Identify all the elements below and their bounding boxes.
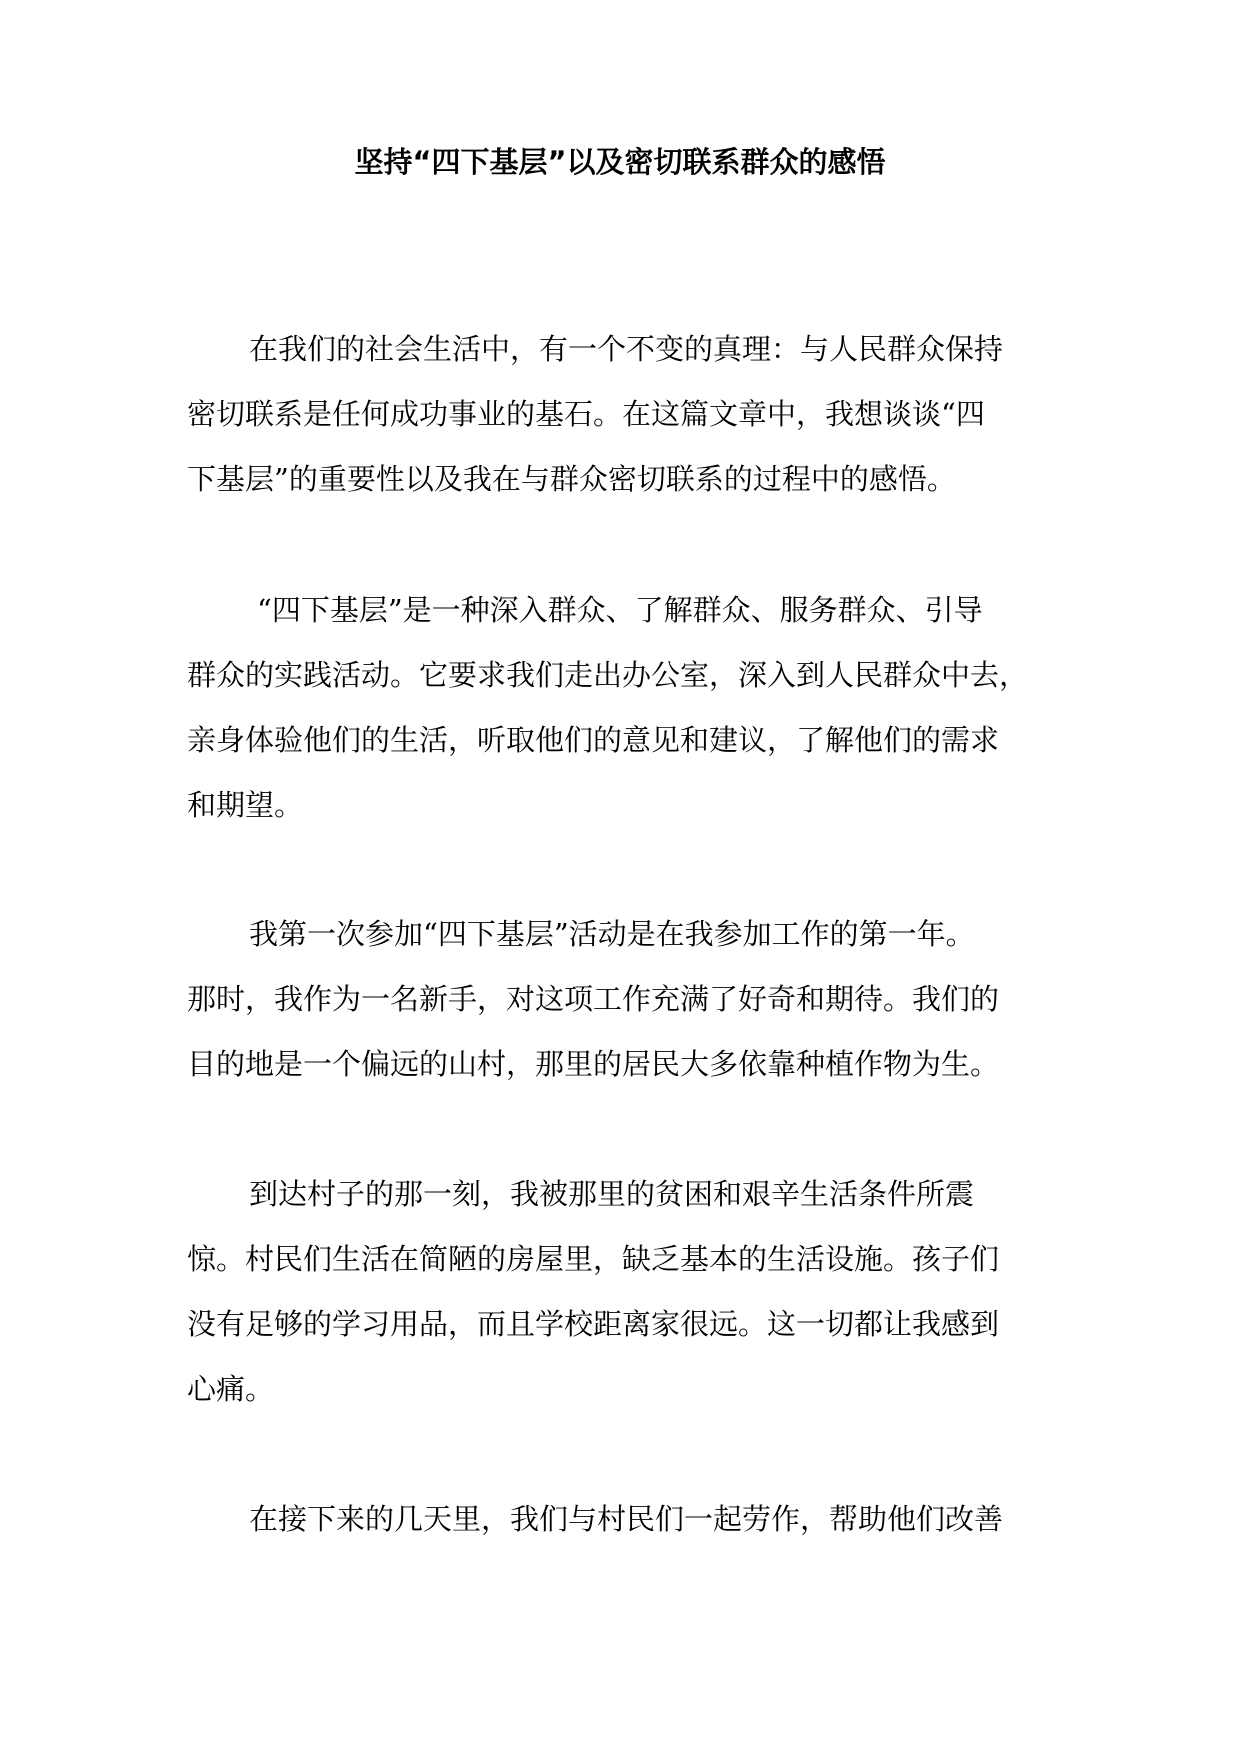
paragraph-5	[187, 1487, 1057, 1552]
paragraph-line: 我第一次参加“四下基层”活动是在我参加工作的第一年。	[249, 917, 975, 951]
paragraph-line: 没有足够的学习用品，而且学校距离家很远。这一切都让我感到	[187, 1307, 1000, 1341]
paragraph-line: 密切联系是任何成功事业的基石。在这篇文章中，我想谈谈“四	[187, 397, 985, 431]
paragraph-line: 亲身体验他们的生活，听取他们的意见和建议，了解他们的需求	[187, 723, 1000, 757]
paragraph-line: 和期望。	[187, 788, 304, 822]
paragraph-4	[187, 1162, 1057, 1422]
paragraph-line: “四下基层”是一种深入群众、了解群众、服务群众、引导	[257, 593, 983, 627]
paragraph-3	[187, 902, 1057, 1097]
paragraph-line: 在我们的社会生活中，有一个不变的真理：与人民群众保持	[249, 332, 1004, 366]
paragraph-line: 群众的实践活动。它要求我们走出办公室，深入到人民群众中去，	[187, 658, 1029, 692]
paragraph-line: 到达村子的那一刻，我被那里的贫困和艰辛生活条件所震	[249, 1177, 975, 1211]
paragraph-line: 下基层”的重要性以及我在与群众密切联系的过程中的感悟。	[187, 462, 956, 496]
paragraph-line: 那时，我作为一名新手，对这项工作充满了好奇和期待。我们的	[187, 982, 1000, 1016]
document-title: 坚持“四下基层”以及密切联系群众的感悟	[354, 145, 886, 179]
paragraph-line: 惊。村民们生活在简陋的房屋里，缺乏基本的生活设施。孩子们	[187, 1242, 1000, 1276]
paragraph-line: 目的地是一个偏远的山村，那里的居民大多依靠种植作物为生。	[187, 1047, 1000, 1081]
paragraph-line: 在接下来的几天里，我们与村民们一起劳作，帮助他们改善	[249, 1502, 1004, 1536]
paragraph-line: 心痛。	[187, 1372, 275, 1406]
paragraph-1	[187, 317, 1057, 512]
paragraph-2	[187, 578, 1057, 838]
